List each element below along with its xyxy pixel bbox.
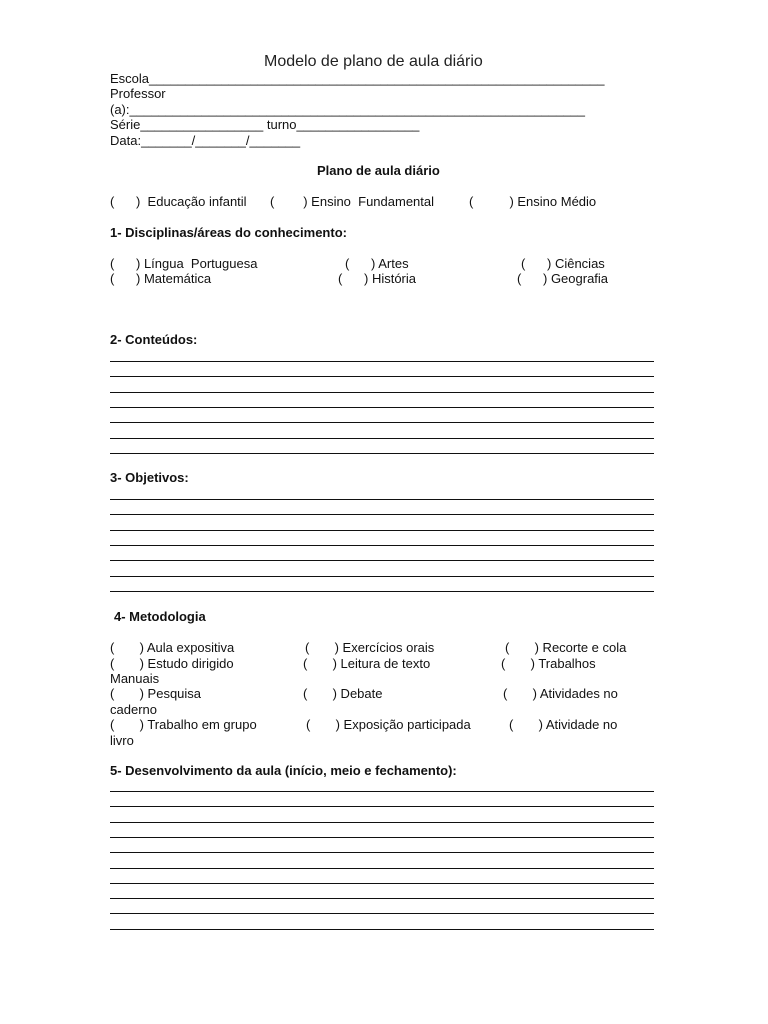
writing-line[interactable] <box>110 576 654 577</box>
writing-line[interactable] <box>110 929 654 930</box>
writing-line[interactable] <box>110 591 654 592</box>
level-ensino-medio[interactable]: ( ) Ensino Médio <box>469 194 597 209</box>
writing-line[interactable] <box>110 883 654 884</box>
serie-turno-field[interactable]: Série_________________ turno_________________ <box>110 117 420 132</box>
writing-line[interactable] <box>110 913 654 914</box>
writing-line[interactable] <box>110 407 654 408</box>
section2-heading: 2- Conteúdos: <box>110 332 198 347</box>
writing-line[interactable] <box>110 545 654 546</box>
option-atividade-no-livro[interactable]: ( ) Atividade no <box>509 717 618 732</box>
option-atividades-no-caderno-wrap: caderno <box>110 702 157 717</box>
writing-line[interactable] <box>110 422 654 423</box>
option-estudo-dirigido[interactable]: ( ) Estudo dirigido <box>110 656 234 671</box>
data-field[interactable]: Data:_______/_______/_______ <box>110 133 301 148</box>
writing-line[interactable] <box>110 499 654 500</box>
section4-heading: 4- Metodologia <box>114 609 206 624</box>
option-atividades-no-caderno[interactable]: ( ) Atividades no <box>503 686 618 701</box>
option-matematica[interactable]: ( ) Matemática <box>110 271 212 286</box>
document-title: Modelo de plano de aula diário <box>264 53 483 70</box>
option-aula-expositiva[interactable]: ( ) Aula expositiva <box>110 640 235 655</box>
option-leitura-de-texto[interactable]: ( ) Leitura de texto <box>303 656 431 671</box>
writing-line[interactable] <box>110 438 654 439</box>
option-atividade-no-livro-wrap: livro <box>110 733 134 748</box>
option-recorte-e-cola[interactable]: ( ) Recorte e cola <box>505 640 627 655</box>
option-historia[interactable]: ( ) História <box>338 271 417 286</box>
option-trabalhos-manuais-wrap: Manuais <box>110 671 160 686</box>
writing-line[interactable] <box>110 822 654 823</box>
option-ciencias[interactable]: ( ) Ciências <box>521 256 605 271</box>
level-educacao-infantil[interactable]: ( ) Educação infantil <box>110 194 247 209</box>
option-debate[interactable]: ( ) Debate <box>303 686 383 701</box>
writing-line[interactable] <box>110 361 654 362</box>
writing-line[interactable] <box>110 806 654 807</box>
escola-field[interactable]: Escola_______________________________________________________________ <box>110 71 605 86</box>
option-trabalho-em-grupo[interactable]: ( ) Trabalho em grupo <box>110 717 257 732</box>
writing-line[interactable] <box>110 868 654 869</box>
writing-line[interactable] <box>110 514 654 515</box>
writing-line[interactable] <box>110 530 654 531</box>
writing-line[interactable] <box>110 560 654 561</box>
writing-line[interactable] <box>110 376 654 377</box>
option-pesquisa[interactable]: ( ) Pesquisa <box>110 686 202 701</box>
section1-heading: 1- Disciplinas/áreas do conhecimento: <box>110 225 347 240</box>
option-geografia[interactable]: ( ) Geografia <box>517 271 609 286</box>
professor-field[interactable]: (a):_______________________________________________________________ <box>110 102 585 117</box>
subtitle: Plano de aula diário <box>317 163 440 178</box>
option-artes[interactable]: ( ) Artes <box>345 256 409 271</box>
level-ensino-fundamental[interactable]: ( ) Ensino Fundamental <box>270 194 435 209</box>
option-lingua-portuguesa[interactable]: ( ) Língua Portuguesa <box>110 256 258 271</box>
writing-line[interactable] <box>110 392 654 393</box>
writing-line[interactable] <box>110 791 654 792</box>
option-exercicios-orais[interactable]: ( ) Exercícios orais <box>305 640 435 655</box>
writing-line[interactable] <box>110 837 654 838</box>
option-exposicao-participada[interactable]: ( ) Exposição participada <box>306 717 471 732</box>
writing-line[interactable] <box>110 898 654 899</box>
option-trabalhos-manuais[interactable]: ( ) Trabalhos <box>501 656 596 671</box>
section5-heading: 5- Desenvolvimento da aula (início, meio e fechamento): <box>110 763 457 778</box>
writing-line[interactable] <box>110 852 654 853</box>
writing-line[interactable] <box>110 453 654 454</box>
professor-label: Professor <box>110 86 166 101</box>
section3-heading: 3- Objetivos: <box>110 470 189 485</box>
